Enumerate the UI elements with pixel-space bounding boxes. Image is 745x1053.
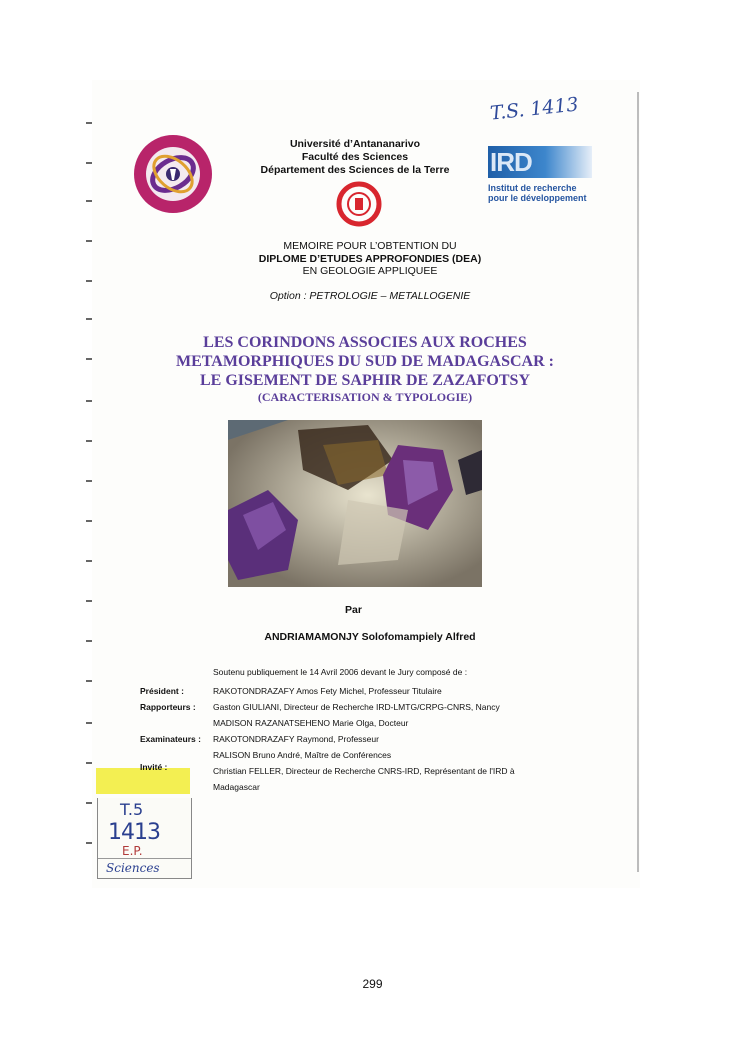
faculty-seal-logo — [132, 133, 214, 215]
university-name: Université d’Antananarivo — [289, 138, 421, 150]
thesis-title — [130, 333, 600, 405]
jury-row — [140, 766, 640, 782]
option-line: Option : PETROLOGIE – METALLOGENIE — [269, 290, 471, 302]
jury-row — [140, 686, 640, 702]
handwritten-reference: T.S. 1413 — [489, 93, 580, 125]
jury-member: Madagascar — [213, 782, 260, 792]
jury-row — [140, 750, 640, 766]
defense-statement: Soutenu publiquement le 14 Avril 2006 devant le Jury composé de : — [213, 667, 468, 677]
title-line-2: METAMORPHIQUES DU SUD DE MADAGASCAR : — [176, 353, 554, 370]
jury-member: Gaston GIULIANI, Directeur de Recherche IRD-LMTG/CRPG-CNRS, Nancy — [213, 702, 500, 712]
degree-statement — [200, 240, 540, 278]
invite-label: Invité : — [140, 762, 168, 772]
faculty-name: Faculté des Sciences — [301, 151, 409, 163]
jury-member: RALISON Bruno André, Maître de Conférences — [213, 750, 392, 760]
jury-role: Président : — [140, 686, 184, 696]
ird-subtitle-1: Institut de recherche — [488, 183, 577, 193]
library-stamp-icon — [336, 181, 382, 227]
jury-list — [140, 686, 640, 798]
page-number: 299 — [362, 977, 383, 991]
jury-member: RAKOTONDRAZAFY Amos Fety Michel, Professeur Titulaire — [213, 686, 442, 696]
jury-member: Christian FELLER, Directeur de Recherche CNRS-IRD, Représentant de l'IRD à — [213, 766, 515, 776]
label-divider — [98, 858, 191, 859]
jury-row — [140, 718, 640, 734]
jury-role: Rapporteurs : — [140, 702, 196, 712]
title-line-1: LES CORINDONS ASSOCIES AUX ROCHES — [203, 334, 527, 351]
jury-role: Examinateurs : — [140, 734, 201, 744]
binding-marks — [86, 90, 94, 880]
par-label: Par — [345, 604, 362, 616]
jury-row — [140, 734, 640, 750]
call-number-line-3: E.P. — [122, 844, 143, 858]
ird-logo — [488, 146, 592, 203]
library-call-number-label — [97, 798, 192, 879]
call-number-line-1: T.5 — [120, 800, 144, 819]
call-number-line-4: Sciences — [106, 861, 160, 875]
jury-member: RAKOTONDRAZAFY Raymond, Professeur — [213, 734, 379, 744]
call-number-line-2: 1413 — [108, 820, 160, 845]
jury-row — [140, 782, 640, 798]
memoire-line-1: MEMOIRE POUR L’OBTENTION DU — [283, 240, 457, 252]
memoire-line-3: EN GEOLOGIE APPLIQUEE — [302, 265, 438, 277]
department-name: Département des Sciences de la Terre — [260, 164, 450, 176]
jury-member: MADISON RAZANATSEHENO Marie Olga, Docteur — [213, 718, 409, 728]
ird-subtitle-2: pour le développement — [488, 193, 587, 203]
corundum-photo — [228, 420, 482, 587]
institution-header — [225, 138, 485, 177]
ird-logo-text: IRD — [490, 147, 532, 177]
jury-row — [140, 702, 640, 718]
title-line-4: (CARACTERISATION & TYPOLOGIE) — [257, 390, 473, 404]
memoire-line-2: DIPLOME D’ETUDES APPROFONDIES (DEA) — [258, 252, 482, 265]
author-name: ANDRIAMAMONJY Solofomampiely Alfred — [264, 631, 476, 643]
title-line-3: LE GISEMENT DE SAPHIR DE ZAZAFOTSY — [200, 372, 530, 389]
